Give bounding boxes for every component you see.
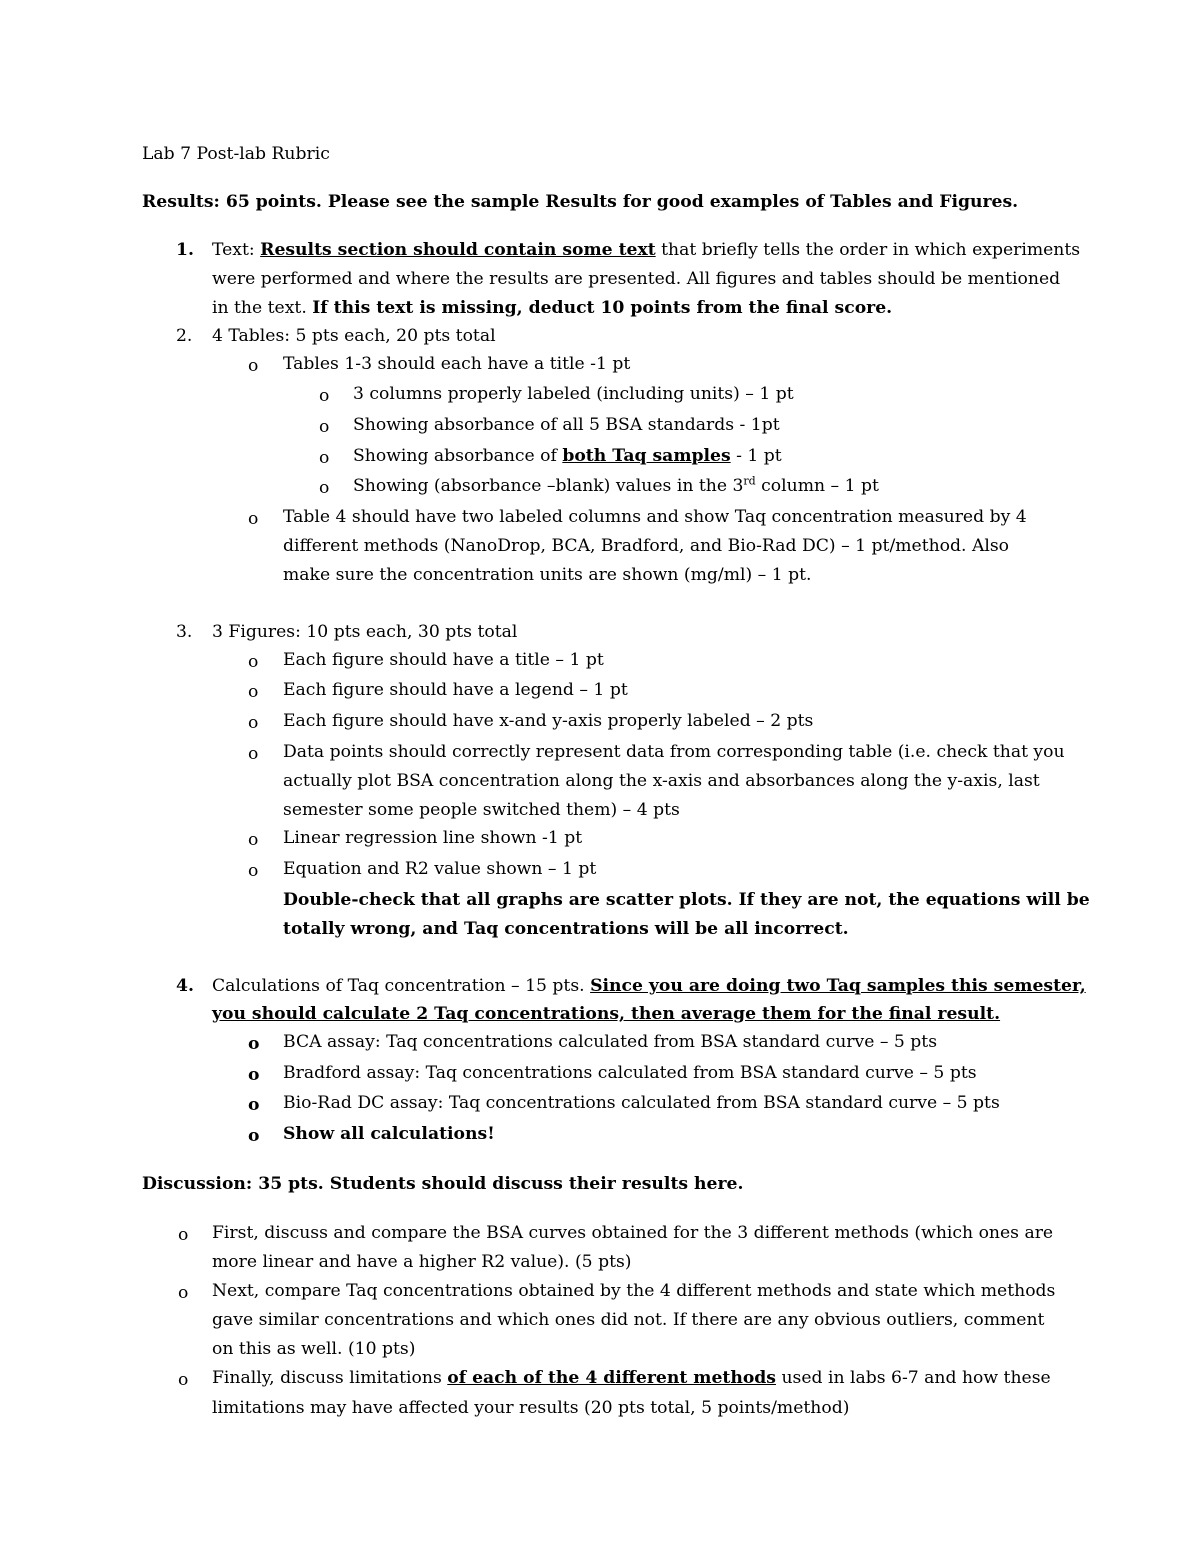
blank-pre: Showing (absorbance –blank) values in the 3 [353,476,744,496]
equation-criterion: Equation and R2 value shown – 1 pt [283,859,597,879]
bullet: o [248,830,259,850]
item-1-emphasis: Results section should contain some text [260,240,656,260]
item-2-number: 2. [176,326,193,346]
regression-criterion: Linear regression line shown -1 pt [283,828,583,848]
discussion-3-post: used in labs 6-7 and how these [775,1368,1051,1388]
bullet: o [319,448,330,468]
discussion-3-line-2: limitations may have affected your results (20 pts total, 5 points/method) [212,1398,850,1418]
item-1-rest: that briefly tells the order in which experiments [655,240,1081,260]
bullet: o [178,1225,189,1245]
taq-post: - 1 pt [730,446,782,466]
item-4-lead: Calculations of Taq concentration – 15 pts. [212,976,591,996]
figure-legend-criterion: Each figure should have a legend – 1 pt [283,680,628,700]
ordinal-superscript: rd [743,474,756,488]
tables-columns-criterion: 3 columns properly labeled (including units) – 1 pt [353,384,794,404]
bullet: o [319,386,330,406]
bradford-criterion: Bradford assay: Taq concentrations calculated from BSA standard curve – 5 pts [283,1063,977,1083]
discussion-1-line-1: First, discuss and compare the BSA curves obtained for the 3 different methods (which ones are [212,1223,1054,1243]
item-4-number: 4. [176,976,194,996]
discussion-3-pre: Finally, discuss limitations [212,1368,448,1388]
table-4-line-2: different methods (NanoDrop, BCA, Bradford, and Bio-Rad DC) – 1 pt/method. Also [283,536,1010,556]
item-4-emphasis-2: you should calculate 2 Taq concentrations, then average them for the final result. [212,1004,1001,1024]
taq-pre: Showing absorbance of [353,446,563,466]
discussion-3-emphasis: of each of the 4 different methods [447,1368,776,1388]
results-heading: Results: 65 points. Please see the sample Results for good examples of Tables and Figures. [142,192,1019,212]
figure-title-criterion: Each figure should have a title – 1 pt [283,650,604,670]
item-1-lead: Text: [212,240,261,260]
discussion-1-line-2: more linear and have a higher R2 value). (5 pts) [212,1252,632,1272]
taq-emphasis: both Taq samples [562,446,731,466]
bullet: o [319,417,330,437]
item-3-text: 3 Figures: 10 pts each, 30 pts total [212,622,518,642]
tables-title-criterion: Tables 1-3 should each have a title -1 pt [283,354,631,374]
item-1-line-3-plain: in the text. [212,298,313,318]
data-points-line-2: actually plot BSA concentration along the x-axis and absorbances along the y-axis, last [283,771,1040,791]
bullet: o [248,861,259,881]
discussion-2-line-1: Next, compare Taq concentrations obtained by the 4 different methods and state which methods [212,1281,1056,1301]
bullet: o [248,652,259,672]
discussion-2-line-2: gave similar concentrations and which ones did not. If there are any obvious outliers, comment [212,1310,1045,1330]
bullet: o [248,1126,260,1146]
item-1-line-2: were performed and where the results are presented. All figures and tables should be mentioned [212,269,1061,289]
item-1-line-1 [212,236,1080,265]
item-3-number: 3. [176,622,193,642]
figure-axis-criterion: Each figure should have x-and y-axis properly labeled – 2 pts [283,711,814,731]
bullet: o [178,1370,189,1390]
item-1-deduction-note: If this text is missing, deduct 10 points from the final score. [312,298,893,318]
discussion-2-line-3: on this as well. (10 pts) [212,1339,416,1359]
item-2-text: 4 Tables: 5 pts each, 20 pts total [212,326,496,346]
bullet: o [248,682,259,702]
bullet: o [248,356,259,376]
bullet: o [178,1283,189,1303]
item-4-emphasis-1: Since you are doing two Taq samples this semester, [590,976,1086,996]
table-4-line-1: Table 4 should have two labeled columns and show Taq concentration measured by 4 [283,507,1027,527]
data-points-line-3: semester some people switched them) – 4 pts [283,800,680,820]
bullet: o [248,509,259,529]
show-calculations: Show all calculations! [283,1124,495,1144]
bullet: o [248,1034,260,1054]
biorad-criterion: Bio-Rad DC assay: Taq concentrations calculated from BSA standard curve – 5 pts [283,1093,1000,1113]
bca-criterion: BCA assay: Taq concentrations calculated from BSA standard curve – 5 pts [283,1032,938,1052]
data-points-line-1: Data points should correctly represent data from corresponding table (i.e. check that you [283,742,1065,762]
scatter-note-line-2: totally wrong, and Taq concentrations will be all incorrect. [283,919,849,939]
bullet: o [319,478,330,498]
item-4-line-1 [212,972,1086,1001]
bullet: o [248,744,259,764]
discussion-heading: Discussion: 35 pts. Students should discuss their results here. [142,1174,744,1194]
item-1-line-3 [212,294,892,323]
bullet: o [248,1065,260,1085]
item-1-number: 1. [176,240,194,260]
bullet: o [248,713,259,733]
document-title: Lab 7 Post-lab Rubric [142,144,330,164]
discussion-3-line-1 [212,1364,1051,1393]
table-4-line-3: make sure the concentration units are shown (mg/ml) – 1 pt. [283,565,812,585]
tables-blank-criterion [353,472,879,501]
tables-bsa-criterion: Showing absorbance of all 5 BSA standards - 1pt [353,415,780,435]
scatter-note-line-1: Double-check that all graphs are scatter plots. If they are not, the equations will be [283,890,1090,910]
bullet: o [248,1095,260,1115]
tables-taq-criterion [353,442,782,471]
blank-post: column – 1 pt [755,476,879,496]
